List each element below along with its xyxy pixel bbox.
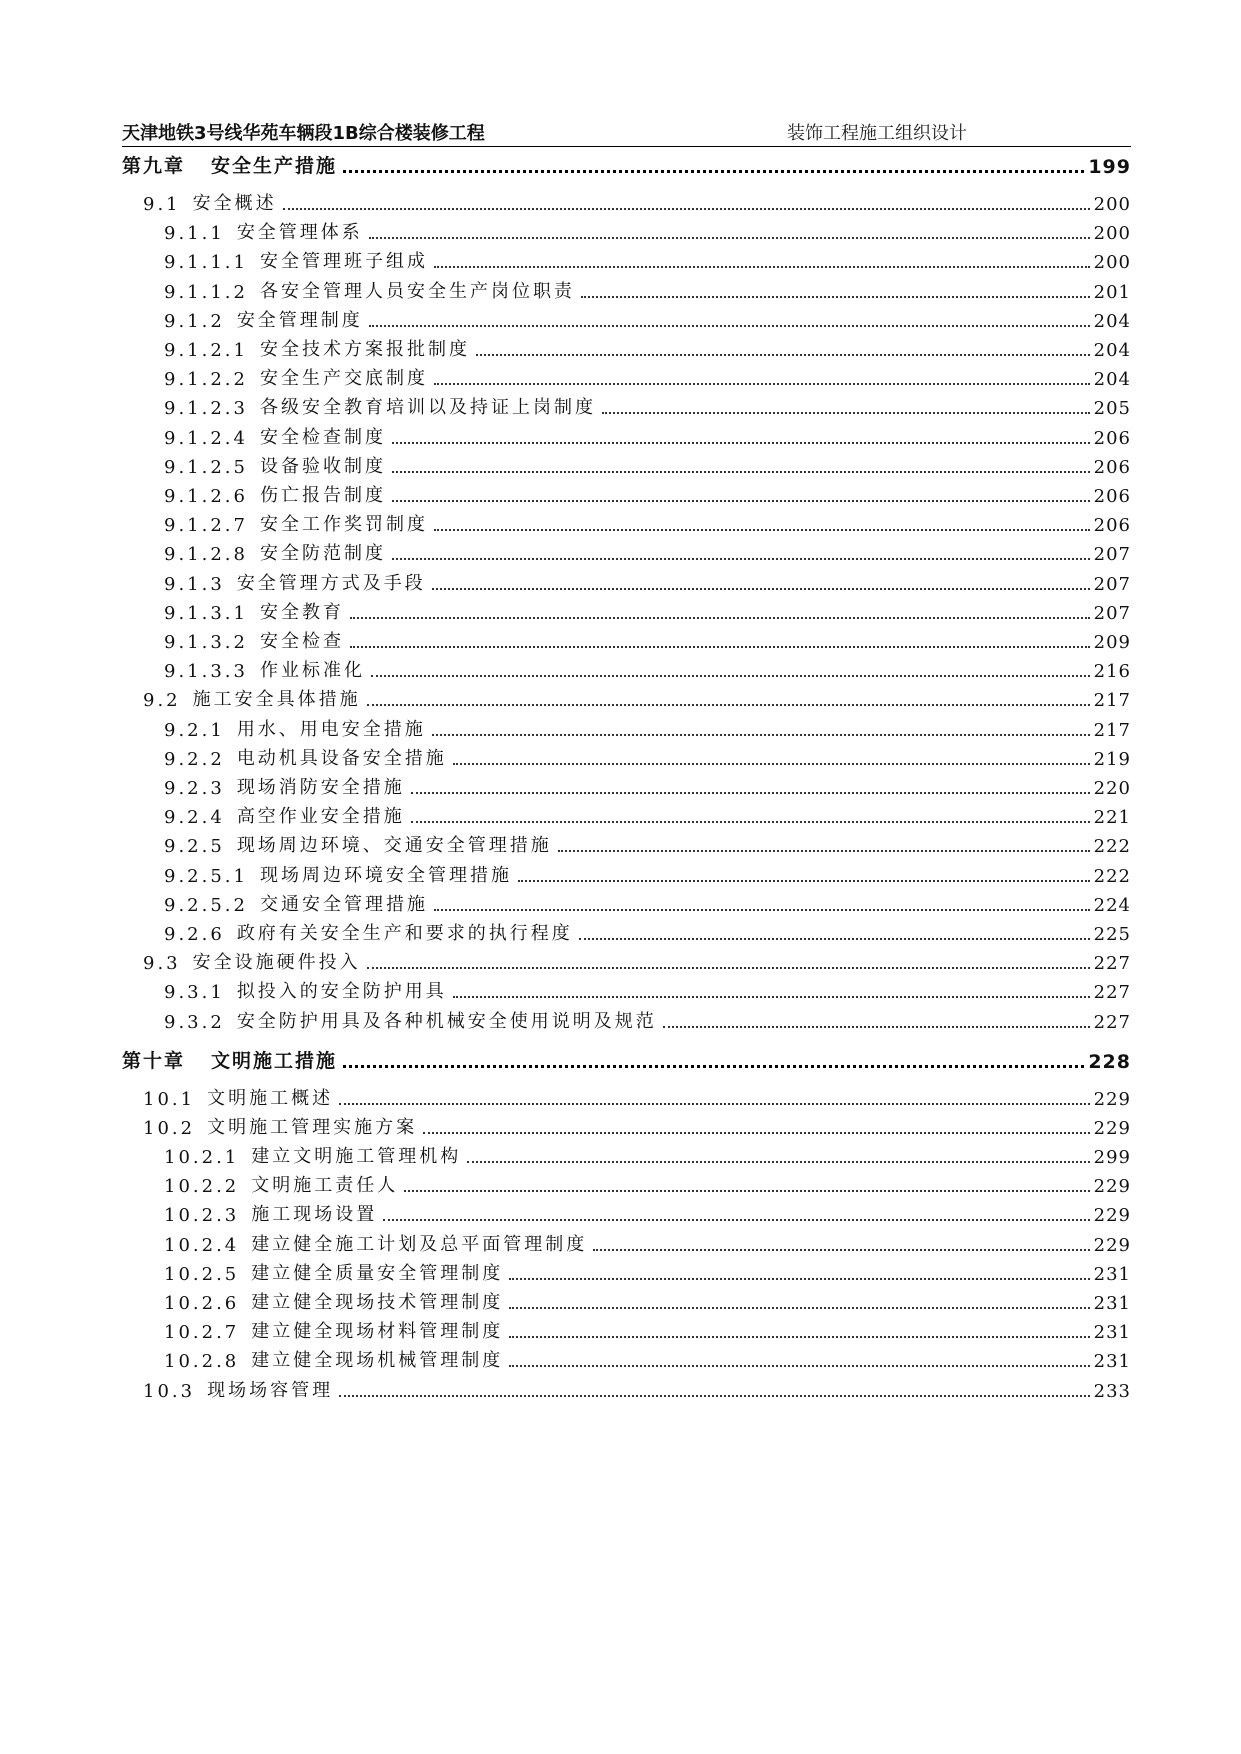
toc-entry-title: 文明施工概述: [207, 1087, 334, 1109]
toc-dot-leader: [518, 879, 1090, 882]
toc-entry[interactable]: [122, 1228, 1131, 1256]
toc-dot-leader: [509, 1335, 1089, 1338]
toc-entry-title: 安全生产交底制度: [259, 368, 428, 390]
toc-entry-number: 9.1.2.8: [164, 544, 248, 566]
toc-dot-leader: [509, 1306, 1089, 1309]
toc-entry-page-number: 228: [1088, 1050, 1131, 1073]
toc-entry-number: 9.1.3.2: [164, 632, 248, 653]
toc-entry-title: 安全检查制度: [259, 426, 386, 448]
toc-entry-title: 安全管理体系: [236, 222, 363, 244]
toc-entry[interactable]: [122, 1169, 1131, 1197]
toc-entry-number: 9.1: [143, 194, 181, 215]
toc-entry-page-number: 225: [1093, 924, 1131, 945]
toc-entry-title: 用水、用电安全措施: [236, 718, 426, 740]
toc-entry-title: 建立健全施工计划及总平面管理制度: [251, 1233, 588, 1255]
toc-entry[interactable]: [122, 625, 1131, 653]
toc-entry-page-number: 229: [1093, 1205, 1131, 1227]
toc-entry-number: 9.2.6: [164, 924, 225, 945]
toc-dot-leader: [339, 1394, 1090, 1397]
toc-entry-number: 9.1.2.2: [164, 369, 248, 391]
toc-dot-leader: [453, 995, 1090, 998]
toc-entry-number: 10.2.4: [164, 1234, 240, 1256]
toc-entry-number: 10.2.8: [164, 1351, 240, 1373]
toc-entry-number: 9.1.2.3: [164, 398, 248, 420]
toc-entry-page-number: 219: [1093, 748, 1131, 770]
toc-dot-leader: [339, 1102, 1090, 1105]
toc-entry-number: 10.2: [143, 1117, 196, 1139]
toc-dot-leader: [423, 1131, 1090, 1134]
toc-entry[interactable]: [122, 362, 1131, 390]
toc-entry-number: 9.1.2: [164, 310, 225, 332]
toc-entry[interactable]: [122, 713, 1131, 741]
toc-entry[interactable]: [122, 391, 1131, 419]
toc-entry-number: 9.1.1.2: [164, 281, 248, 303]
toc-entry-number: 10.2.6: [164, 1293, 240, 1314]
toc-dot-leader: [350, 616, 1090, 619]
toc-entry-number: 10.2.1: [164, 1147, 240, 1168]
toc-entry[interactable]: [122, 596, 1131, 624]
toc-dot-leader: [411, 791, 1090, 794]
toc-entry-number: 9.3.2: [164, 1011, 225, 1033]
toc-entry-title: 安全生产措施: [211, 155, 338, 177]
toc-entry-page-number: 231: [1093, 1293, 1131, 1314]
toc-dot-leader: [434, 528, 1090, 531]
toc-entry[interactable]: [122, 421, 1131, 449]
toc-entry[interactable]: [122, 683, 1131, 711]
toc-entry-page-number: 199: [1088, 156, 1131, 178]
toc-entry-page-number: 221: [1093, 807, 1131, 829]
toc-entry[interactable]: [122, 1315, 1131, 1343]
toc-entry-page-number: 227: [1093, 1011, 1131, 1033]
toc-entry-number: 9.1.2.1: [164, 340, 248, 361]
toc-entry-page-number: 229: [1093, 1088, 1131, 1110]
toc-entry-title: 安全设施硬件投入: [192, 952, 361, 974]
toc-dot-leader: [434, 382, 1090, 385]
toc-entry-page-number: 216: [1093, 661, 1131, 683]
toc-dot-leader: [350, 645, 1090, 648]
toc-entry-title: 安全管理方式及手段: [236, 572, 426, 594]
toc-dot-leader: [432, 587, 1090, 590]
toc-entry[interactable]: [122, 859, 1131, 887]
toc-entry[interactable]: [122, 304, 1131, 332]
toc-entry-number: 9.1.3: [164, 573, 225, 595]
toc-entry-page-number: 206: [1093, 515, 1131, 537]
toc-dot-leader: [392, 557, 1090, 560]
toc-entry-title: 安全管理班子组成: [259, 251, 428, 273]
toc-entry-page-number: 227: [1093, 953, 1131, 975]
toc-entry-number: 9.2.5.1: [164, 865, 248, 887]
toc-entry-title: 施工现场设置: [251, 1204, 378, 1226]
toc-entry-number: 10.3: [143, 1380, 196, 1402]
toc-entry-number: 9.1.2.4: [164, 427, 248, 449]
toc-chapter-entry[interactable]: [122, 1045, 1131, 1073]
toc-entry-page-number: 217: [1093, 719, 1131, 741]
toc-entry-title: 高空作业安全措施: [236, 806, 405, 828]
toc-entry-title: 文明施工责任人: [251, 1175, 399, 1197]
toc-entry-page-number: 204: [1093, 369, 1131, 391]
toc-entry-page-number: 227: [1093, 982, 1131, 1004]
toc-entry[interactable]: [122, 888, 1131, 916]
toc-entry[interactable]: [122, 800, 1131, 828]
toc-entry-page-number: 229: [1093, 1234, 1131, 1256]
toc-entry-page-number: 229: [1093, 1176, 1131, 1198]
page-header: [122, 119, 1131, 145]
toc-dot-leader: [558, 849, 1090, 852]
toc-entry-title: 安全工作奖罚制度: [259, 514, 428, 536]
toc-entry-number: 10.2.3: [164, 1205, 240, 1227]
toc-entry-number: 10.2.5: [164, 1263, 240, 1285]
toc-dot-leader: [392, 441, 1090, 444]
toc-entry-number: 10.1: [143, 1088, 196, 1110]
toc-entry-title: 安全防护用具及各种机械安全使用说明及规范: [236, 1010, 657, 1032]
toc-entry-page-number: 222: [1093, 865, 1131, 887]
toc-entry-title: 安全防范制度: [259, 543, 386, 565]
toc-dot-leader: [476, 353, 1090, 356]
toc-entry[interactable]: [122, 1286, 1131, 1314]
toc-dot-leader: [581, 295, 1090, 298]
toc-entry-page-number: 206: [1093, 427, 1131, 449]
toc-entry-number: 10.2.2: [164, 1176, 240, 1198]
toc-entry-title: 各级安全教育培训以及持证上岗制度: [259, 397, 596, 419]
toc-entry[interactable]: [122, 275, 1131, 303]
toc-entry-title: 安全教育: [259, 601, 344, 623]
toc-entry-number: 9.1.2.5: [164, 456, 248, 478]
toc-entry-number: 9.1.2.7: [164, 515, 248, 537]
toc-dot-leader: [467, 1160, 1089, 1163]
toc-entry-title: 文明施工措施: [211, 1049, 338, 1072]
toc-dot-leader: [593, 1248, 1089, 1251]
toc-entry-title: 交通安全管理措施: [259, 893, 428, 915]
toc-entry-number: 9.2.2: [164, 748, 225, 770]
toc-dot-leader: [453, 762, 1090, 765]
toc-entry-page-number: 207: [1093, 573, 1131, 595]
toc-entry-title: 各安全管理人员安全生产岗位职责: [259, 280, 575, 302]
toc-dot-leader: [404, 1189, 1089, 1192]
toc-entry[interactable]: [122, 187, 1131, 215]
toc-dot-leader: [369, 236, 1090, 239]
toc-dot-leader: [432, 733, 1090, 736]
toc-entry-title: 安全概述: [192, 193, 277, 214]
toc-entry-page-number: 204: [1093, 310, 1131, 332]
toc-entry[interactable]: [122, 975, 1131, 1003]
toc-entry-title: 建立健全现场机械管理制度: [251, 1350, 504, 1372]
toc-entry-title: 现场周边环境安全管理措施: [259, 864, 512, 886]
toc-entry-number: 9.2.4: [164, 807, 225, 829]
toc-entry[interactable]: [122, 567, 1131, 595]
toc-entry-page-number: 229: [1093, 1117, 1131, 1139]
toc-entry[interactable]: [122, 245, 1131, 273]
toc-dot-leader: [411, 820, 1090, 823]
toc-entry-page-number: 231: [1093, 1351, 1131, 1373]
toc-entry-title: 现场周边环境、交通安全管理措施: [236, 835, 552, 857]
toc-entry-page-number: 206: [1093, 486, 1131, 507]
toc-entry-page-number: 231: [1093, 1322, 1131, 1344]
toc-entry-title: 拟投入的安全防护用具: [236, 981, 447, 1003]
toc-entry-page-number: 200: [1093, 194, 1131, 215]
toc-entry-page-number: 206: [1093, 456, 1131, 478]
toc-entry-number: 第九章: [122, 155, 186, 177]
toc-entry-page-number: 222: [1093, 836, 1131, 858]
toc-entry[interactable]: [122, 1082, 1131, 1110]
toc-entry-number: 9.2.5.2: [164, 894, 248, 916]
toc-entry[interactable]: [122, 946, 1131, 974]
toc-dot-leader: [509, 1364, 1089, 1367]
toc-entry-title: 现场消防安全措施: [236, 777, 405, 798]
toc-entry[interactable]: [122, 1344, 1131, 1372]
toc-entry-page-number: 205: [1093, 398, 1131, 420]
toc-entry[interactable]: [122, 333, 1131, 361]
toc-entry[interactable]: [122, 1374, 1131, 1402]
toc-entry-page-number: 299: [1093, 1147, 1131, 1168]
toc-dot-leader: [392, 499, 1090, 502]
toc-entry-number: 9.2.1: [164, 719, 225, 741]
toc-entry-page-number: 233: [1093, 1380, 1131, 1402]
toc-entry-number: 9.2.5: [164, 836, 225, 858]
toc-entry-page-number: 200: [1093, 252, 1131, 274]
toc-entry[interactable]: [122, 829, 1131, 857]
toc-dot-leader: [663, 1025, 1090, 1028]
toc-entry-page-number: 224: [1093, 894, 1131, 916]
project-title: 天津地铁3号线华苑车辆段1B综合楼装修工程: [122, 123, 485, 144]
toc-entry[interactable]: [122, 917, 1131, 945]
toc-entry-number: 9.1.1.1: [164, 252, 248, 274]
toc-dot-leader: [579, 937, 1090, 940]
toc-entry-title: 建立健全质量安全管理制度: [251, 1262, 504, 1284]
toc-entry[interactable]: [122, 771, 1131, 799]
toc-entry-number: 9.2.3: [164, 778, 225, 799]
toc-entry[interactable]: [122, 450, 1131, 478]
toc-entry[interactable]: [122, 742, 1131, 770]
toc-dot-leader: [369, 324, 1090, 327]
toc-entry[interactable]: [122, 216, 1131, 244]
toc-entry[interactable]: [122, 1140, 1131, 1168]
toc-entry[interactable]: [122, 537, 1131, 565]
toc-dot-leader: [343, 1064, 1084, 1068]
toc-entry-title: 电动机具设备安全措施: [236, 747, 447, 769]
toc-entry-number: 9.1.3.1: [164, 602, 248, 624]
toc-entry-title: 安全检查: [259, 631, 344, 652]
toc-entry[interactable]: [122, 1111, 1131, 1139]
toc-entry[interactable]: [122, 1257, 1131, 1285]
toc-entry-number: 第十章: [122, 1049, 186, 1072]
toc-dot-leader: [283, 207, 1090, 210]
toc-entry-page-number: 207: [1093, 544, 1131, 566]
toc-dot-leader: [367, 703, 1090, 706]
toc-entry-page-number: 204: [1093, 340, 1131, 361]
toc-entry[interactable]: [122, 508, 1131, 536]
toc-entry-title: 设备验收制度: [259, 455, 386, 477]
toc-entry-page-number: 220: [1093, 778, 1131, 799]
toc-entry-page-number: 207: [1093, 602, 1131, 624]
toc-entry-number: 9.1.3.3: [164, 661, 248, 683]
toc-entry-page-number: 217: [1093, 690, 1131, 712]
toc-dot-leader: [383, 1218, 1089, 1221]
document-type: 装饰工程施工组织设计: [787, 123, 967, 144]
toc-entry-title: 现场场容管理: [207, 1379, 334, 1401]
toc-entry-title: 安全技术方案报批制度: [259, 339, 470, 360]
toc-entry-title: 施工安全具体措施: [192, 689, 361, 711]
toc-dot-leader: [371, 674, 1090, 677]
toc-dot-leader: [343, 169, 1084, 173]
header-rule: [122, 146, 1131, 147]
toc-entry[interactable]: [122, 479, 1131, 507]
toc-dot-leader: [509, 1277, 1089, 1280]
toc-entry-number: 9.3.1: [164, 982, 225, 1004]
toc-entry[interactable]: [122, 1198, 1131, 1226]
toc-entry-title: 政府有关安全生产和要求的执行程度: [236, 923, 573, 944]
toc-entry-title: 安全管理制度: [236, 309, 363, 331]
toc-dot-leader: [434, 265, 1090, 268]
toc-chapter-entry[interactable]: [122, 150, 1131, 178]
toc-entry-page-number: 200: [1093, 223, 1131, 245]
toc-entry-number: 10.2.7: [164, 1322, 240, 1344]
toc-dot-leader: [367, 966, 1090, 969]
toc-dot-leader: [434, 908, 1090, 911]
toc-entry-number: 9.1.2.6: [164, 486, 248, 507]
toc-entry-page-number: 201: [1093, 281, 1131, 303]
toc-dot-leader: [392, 470, 1090, 473]
toc-entry-title: 建立健全现场材料管理制度: [251, 1321, 504, 1343]
toc-entry-title: 建立文明施工管理机构: [251, 1146, 462, 1167]
toc-entry-title: 作业标准化: [259, 660, 365, 682]
toc-entry[interactable]: [122, 1005, 1131, 1033]
toc-entry-number: 9.3: [143, 953, 181, 975]
toc-entry-title: 文明施工管理实施方案: [207, 1116, 418, 1138]
toc-entry-number: 9.2: [143, 690, 181, 712]
toc-entry-title: 伤亡报告制度: [259, 485, 386, 506]
toc-entry-page-number: 231: [1093, 1263, 1131, 1285]
toc-entry[interactable]: [122, 654, 1131, 682]
toc-dot-leader: [602, 411, 1090, 414]
toc-entry-title: 建立健全现场技术管理制度: [251, 1292, 504, 1313]
toc-entry-page-number: 209: [1093, 632, 1131, 653]
toc-entry-number: 9.1.1: [164, 223, 225, 245]
